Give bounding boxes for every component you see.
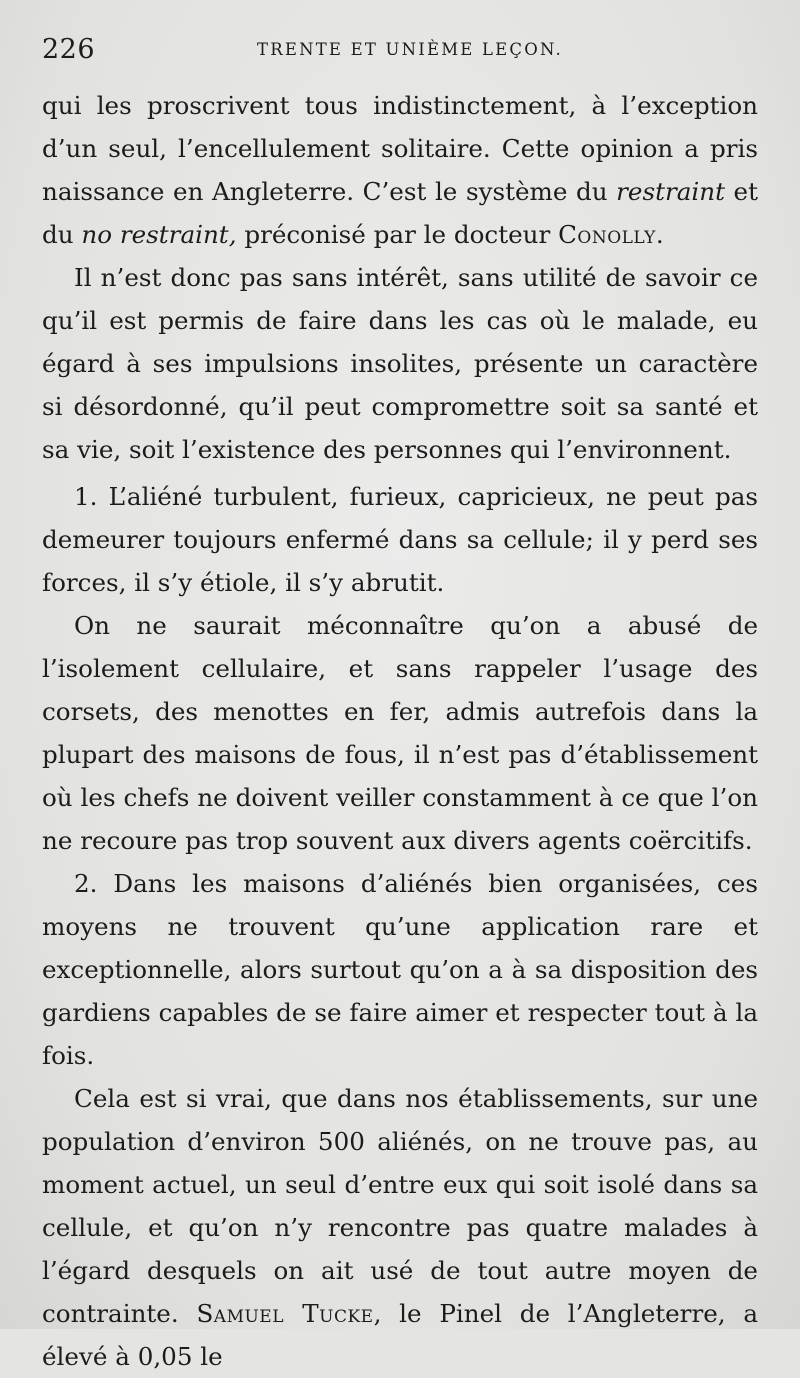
paragraph bbox=[42, 84, 758, 256]
paragraph bbox=[42, 1077, 758, 1378]
running-head bbox=[42, 30, 758, 76]
text-run: 2. Dans les maisons d’aliénés bien organisées, ces moyens ne trouvent qu’une application rare et exceptionnelle, alors surtout qu’on a à sa disposition des gardiens capables de se faire aimer et respecter tout à la fois. bbox=[42, 869, 758, 1070]
text-run: Cela est si vrai, que dans nos établissements, sur une population d’environ 500 aliénés, on ne trouve pas, au moment actuel, un seul d’entre eux qui soit isolé dans sa cellule, et qu’on n’y rencontre pas quatre malades à l’égard desquels on ait usé de tout autre moyen de contrainte. bbox=[42, 1084, 758, 1328]
paragraph bbox=[42, 475, 758, 604]
italic-term: restraint bbox=[616, 177, 725, 206]
text-run: Il n’est donc pas sans intérêt, sans utilité de savoir ce qu’il est permis de faire dans les cas où le malade, eu égard à ses impulsions insolites, présente un caractère si désordonné, qu’il peut compromettre soit sa santé et sa vie, soit l’existence des personnes qui l’environnent. bbox=[42, 263, 758, 464]
paragraph bbox=[42, 604, 758, 862]
chapter-title: TRENTE ET UNIÈME LEÇON. bbox=[257, 40, 563, 59]
text-run: qui les proscrivent tous indistinctement, à l’exception d’un seul, l’encellulement solitaire. Cette opinion a pris naissance en Angleterre. C’est le système du bbox=[42, 91, 758, 206]
italic-term: no restraint, bbox=[81, 220, 237, 249]
person-name: Samuel Tucke bbox=[196, 1299, 374, 1328]
page-number: 226 bbox=[42, 34, 96, 65]
person-name: Conolly bbox=[558, 220, 656, 249]
paragraph bbox=[42, 862, 758, 1077]
paragraph bbox=[42, 256, 758, 471]
text-run: et du bbox=[42, 177, 758, 249]
text-run: . bbox=[655, 220, 664, 249]
text-run: , le Pinel de l’Angleterre, a élevé à 0,05 le bbox=[42, 1299, 758, 1371]
text-run: 1. L’aliéné turbulent, furieux, capricieux, ne peut pas demeurer toujours enfermé dans sa cellule; il y perd ses forces, il s’y étiole, il s’y abrutit. bbox=[42, 482, 758, 597]
body-text bbox=[42, 84, 758, 1378]
text-run: On ne saurait méconnaître qu’on a abusé de l’isolement cellulaire, et sans rappeler l’usage des corsets, des menottes en fer, admis autrefois dans la plupart des maisons de fous, il n’est pas d’établissement où les chefs ne doivent veiller constamment à ce que l’on ne recoure pas trop souvent aux divers agents coërcitifs. bbox=[42, 611, 758, 855]
text-run: préconisé par le docteur bbox=[236, 220, 559, 249]
